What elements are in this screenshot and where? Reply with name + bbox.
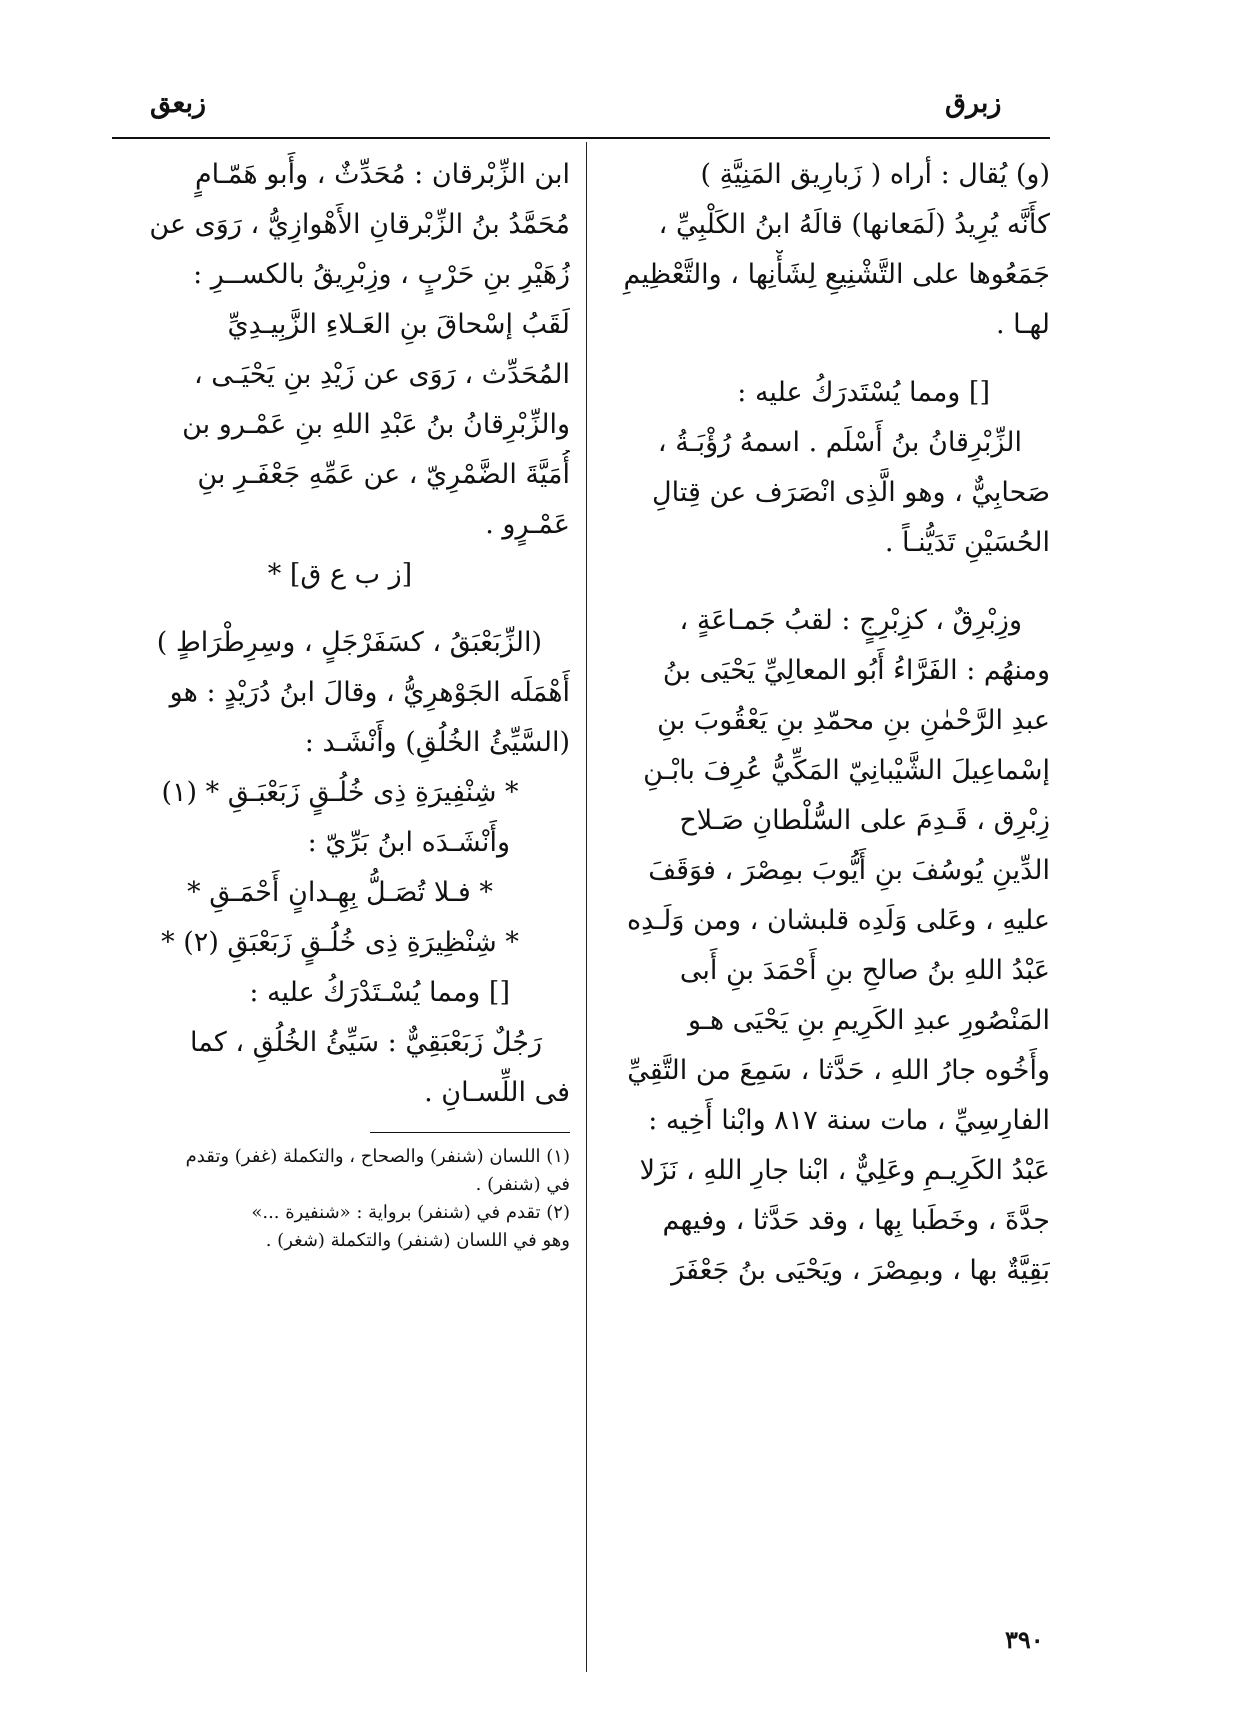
section-heading: [] ومما يُسْـتَدْرَكُ عليه : bbox=[249, 977, 510, 1008]
text-line: لَقَبُ إسْحاقَ بنِ العَـلاءِ الزَّبِيـدِيِّ bbox=[227, 309, 570, 340]
text-line: فى اللِّسـانِ . bbox=[424, 1077, 570, 1108]
column-divider bbox=[586, 142, 587, 1672]
text-line: والزِّبْرِقانُ بنُ عَبْدِ اللهِ بنِ عَمْـرو بن bbox=[182, 409, 570, 440]
text-line: عَبْدُ اللهِ بنُ صالحِ بنِ أَحْمَدَ بنِ أَبى bbox=[679, 955, 1050, 986]
text-line: الزِّبْرِقانُ بنُ أَسْلَم . اسمهُ رُؤْبَـةُ ، bbox=[657, 427, 1022, 458]
page-number: ٣٩٠ bbox=[1005, 1625, 1044, 1654]
text-line: جَمَعُوها على التَّشْنِيعِ لِشَأْنِها ، والتَّعْظِيمِ bbox=[623, 259, 1050, 290]
text-line: عليهِ ، وعَلى وَلَدِه قلبشان ، ومن وَلَـدِه bbox=[626, 905, 1050, 936]
text-line: ومنهُم : الفَرَّاءُ أَبُو المعالِيِّ يَحْيَى بنُ bbox=[662, 655, 1050, 686]
text-line: المُحَدِّث ، رَوَى عن زَيْدِ بنِ يَحْيَـى ، bbox=[193, 359, 570, 390]
entry-heading: [ز ب ع ق] * bbox=[267, 559, 413, 590]
text-line: مُحَمَّدُ بنُ الزِّبْرقانِ الأَهْوازِيُّ ، رَوَى عن bbox=[149, 209, 570, 240]
text-line: زُهَيْرِ بنِ حَرْبٍ ، وزِبْرِيقُ بالكســرِ : bbox=[193, 259, 570, 290]
text-line: عَمْـرٍو . bbox=[485, 509, 570, 540]
footnote-line: وهو في اللسان (شنفر) والتكملة (شغر) . bbox=[265, 1230, 570, 1251]
text-line: عبدِ الرَّحْمٰنِ بنِ محمّدِ بنِ يَعْقُوبَ بنِ bbox=[657, 705, 1050, 736]
text-line: وأَنْشَـدَه ابنُ بَرِّيّ : bbox=[307, 827, 510, 858]
verse-line: * شِنْفِيرَةِ ذِى خُلُـقٍ زَبَعْبَـقِ * (١) bbox=[161, 777, 519, 808]
text-line: (و) يُقال : أراه ( زَبارِيق المَنِيَّةِ ) bbox=[700, 159, 1050, 190]
right-column bbox=[600, 150, 1050, 1296]
text-line: لهـا . bbox=[996, 309, 1050, 340]
text-line: جدَّةَ ، وخَطَبا بِها ، وقد حَدَّثا ، وفيهم bbox=[662, 1205, 1050, 1236]
text-line: وأَخُوه جارُ اللهِ ، حَدَّثا ، سَمِعَ من التَّقِيِّ bbox=[627, 1055, 1050, 1086]
footnote-line: في (شنفر) . bbox=[475, 1174, 570, 1195]
text-line: بَقِيَّةٌ بها ، وبمِصْرَ ، ويَحْيَى بنُ جَعْفَرَ bbox=[671, 1255, 1050, 1286]
text-line: أَهْمَلَه الجَوْهرِيُّ ، وقالَ ابنُ دُرَيْدٍ : هو bbox=[169, 677, 570, 708]
verse-line: * فـلا تُصَـلُّ بِهِـدانٍ أَحْمَـقِ * bbox=[187, 877, 493, 908]
text-line: الحُسَيْنِ تَدَيُّنـاً . bbox=[884, 527, 1050, 558]
text-line: الفارِسِيِّ ، مات سنة ٨١٧ وابْنا أَخِيه : bbox=[648, 1105, 1050, 1136]
left-column bbox=[110, 150, 570, 1255]
footnote-rule bbox=[370, 1132, 570, 1133]
page-header-left: زبعق bbox=[150, 88, 207, 119]
text-line: رَجُلٌ زَبَعْبَقِيٌّ : سَيِّئُ الخُلُقِ ، كما bbox=[190, 1027, 542, 1058]
text-line: عَبْدُ الكَرِيـمِ وعَلِيٌّ ، ابْنا جارِ اللهِ ، نَزَلا bbox=[639, 1155, 1050, 1186]
section-heading: [] ومما يُسْتَدرَكُ عليه : bbox=[737, 377, 990, 408]
text-line: (الزِّبَعْبَقُ ، كسَفَرْجَلٍ ، وسِرِطْرَاطٍ ) bbox=[156, 627, 542, 658]
text-line: أُمَيَّةَ الضَّمْرِيّ ، عن عَمِّهِ جَعْفَـرِ بنِ bbox=[197, 459, 570, 490]
page-header-right: زبرق bbox=[945, 88, 1002, 119]
text-line: وزِبْرِقٌ ، كزِبْرِجٍ : لقبُ جَمـاعَةٍ ، bbox=[679, 605, 1022, 636]
header-rule bbox=[112, 137, 1050, 139]
text-line: صَحابِيٌّ ، وهو الَّذِى انْصَرَف عن قِتالِ bbox=[652, 477, 1050, 508]
text-line: زِبْرِق ، قَـدِمَ على السُّلْطانِ صَـلاح bbox=[679, 805, 1050, 836]
text-line: ابن الزِّبْرقان : مُحَدِّثٌ ، وأَبو هَمّـامٍ bbox=[194, 159, 570, 190]
text-line: (السَّيِّئُ الخُلُقِ) وأَنْشَـد : bbox=[304, 727, 570, 758]
text-line: المَنْصُورِ عبدِ الكَرِيمِ بنِ يَحْيَى هـو bbox=[687, 1005, 1050, 1036]
text-line: كأَنَّه يُرِيدُ (لَمَعانها) قالَهُ ابنُ الكَلْبِيِّ ، bbox=[658, 209, 1050, 240]
verse-line: * شِنْظِيرَةِ ذِى خُلُـقٍ زَبَعْبَقِ (٢) * bbox=[161, 927, 519, 958]
text-line: إسْماعِيلَ الشَّيْبانِيّ المَكِّيُّ عُرِفَ بابْـنِ bbox=[643, 755, 1050, 786]
footnote-line: (٢) تقدم في (شنفر) برواية : «شنفيرة ...» bbox=[251, 1202, 570, 1223]
footnote-line: (١) اللسان (شنفر) والصحاح ، والتكملة (غفر) وتقدم bbox=[185, 1146, 570, 1167]
text-line: الدِّينِ يُوسُفَ بنِ أَيُّوبَ بمِصْرَ ، فوَقَفَ bbox=[648, 855, 1050, 886]
